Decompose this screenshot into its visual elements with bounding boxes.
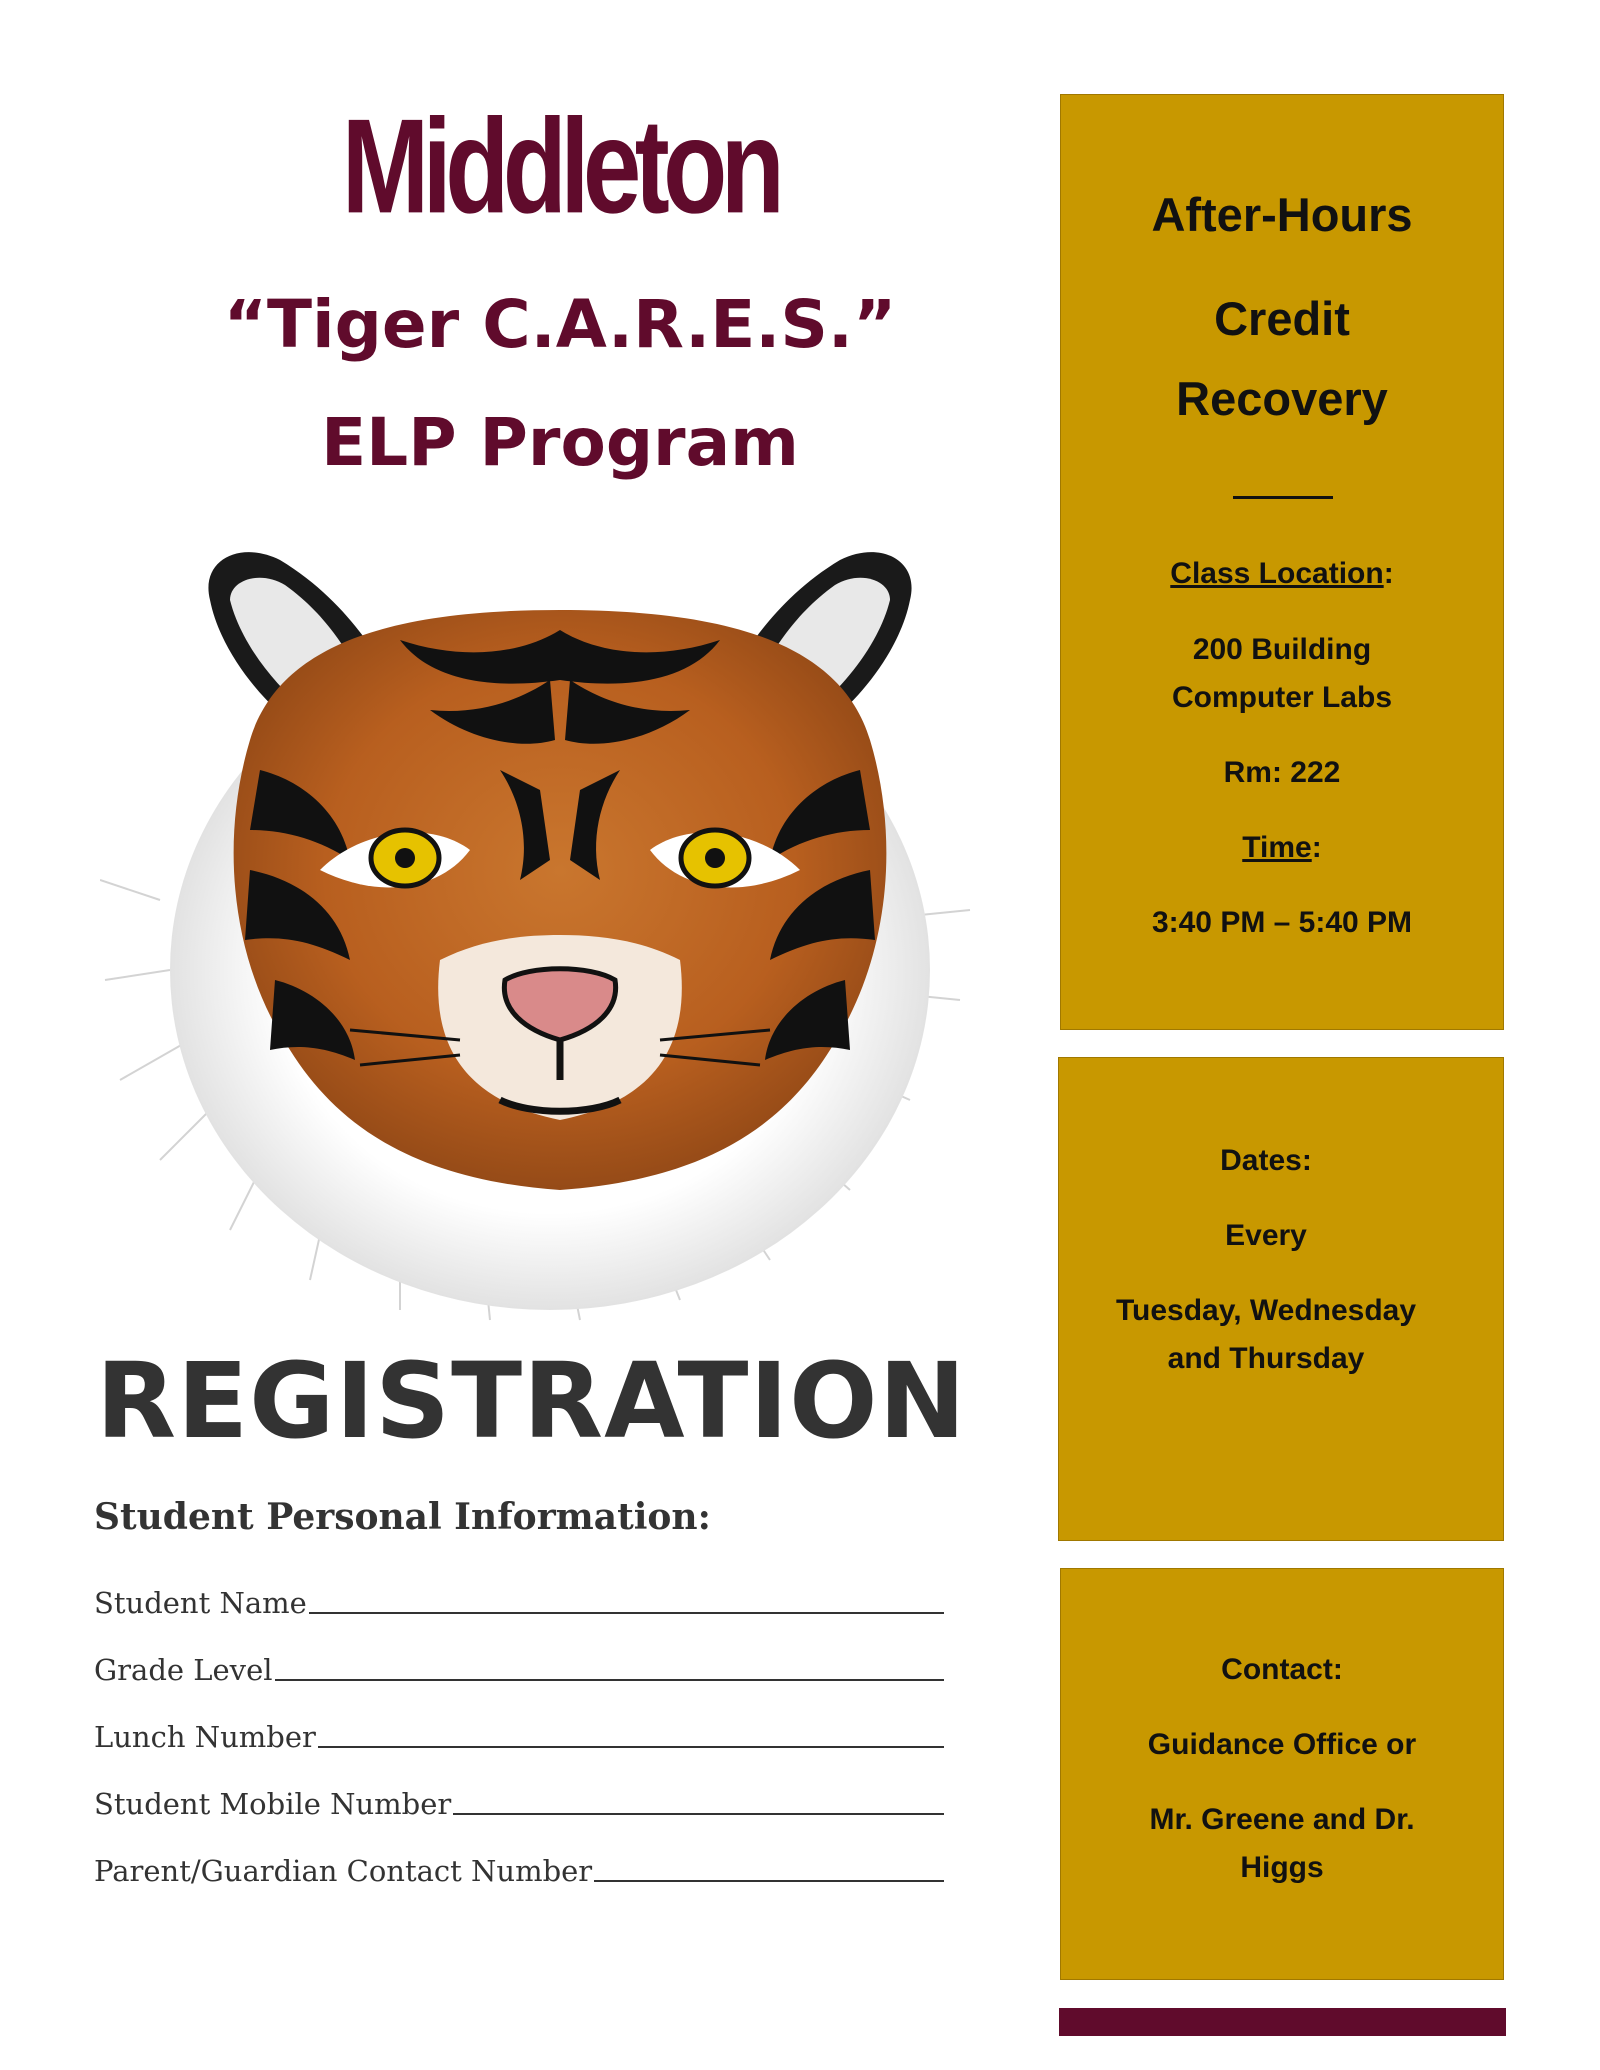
box-title-line-2: Credit: [1214, 292, 1350, 345]
dates-box: [1058, 1057, 1504, 1541]
parent-contact-field[interactable]: [94, 1842, 944, 1888]
box-title-line-1: After-Hours: [1151, 188, 1413, 241]
field-label: Lunch Number: [94, 1720, 316, 1754]
field-label: Grade Level: [94, 1653, 273, 1687]
time-label: Time: [1242, 831, 1312, 864]
field-label: Student Name: [94, 1586, 307, 1620]
contact-line-1: Guidance Office or: [1147, 1728, 1417, 1761]
registration-title: REGISTRATION: [96, 1340, 967, 1462]
fill-line[interactable]: [309, 1611, 944, 1614]
time-value: 3:40 PM – 5:40 PM: [1151, 906, 1413, 939]
school-name: Middleton: [341, 91, 779, 242]
location-label-line: [1061, 557, 1503, 591]
divider-rule: [1233, 496, 1333, 499]
location-colon: :: [1383, 557, 1394, 590]
box-title-line-3: Recovery: [1176, 372, 1388, 425]
student-name-field[interactable]: [94, 1574, 944, 1620]
tiger-head-illustration: [100, 540, 1030, 1330]
program-name: “Tiger C.A.R.E.S.”: [223, 286, 897, 363]
contact-label: Contact:: [1221, 1653, 1343, 1686]
fill-line[interactable]: [275, 1678, 944, 1681]
field-label: Student Mobile Number: [94, 1787, 452, 1821]
contact-line-3: Higgs: [1240, 1851, 1324, 1884]
field-label: Parent/Guardian Contact Number: [94, 1854, 593, 1888]
bottom-accent-bar: [1059, 2008, 1506, 2036]
time-label-line: [1061, 831, 1503, 865]
contact-box: [1060, 1568, 1504, 1980]
tiger-icon: [100, 540, 1030, 1330]
dates-days-line-1: Tuesday, Wednesday: [1115, 1294, 1417, 1327]
room-number: Rm: 222: [1223, 756, 1341, 789]
lunch-number-field[interactable]: [94, 1708, 944, 1754]
location-line-1: 200 Building: [1192, 633, 1372, 666]
location-line-2: Computer Labs: [1171, 681, 1393, 714]
time-colon: :: [1311, 831, 1322, 864]
student-mobile-field[interactable]: [94, 1775, 944, 1821]
fill-line[interactable]: [453, 1812, 944, 1815]
credit-recovery-box: [1060, 94, 1504, 1030]
dates-every: Every: [1225, 1219, 1307, 1252]
dates-days-line-2: and Thursday: [1167, 1342, 1365, 1375]
form-section-heading: Student Personal Information:: [94, 1496, 711, 1538]
grade-level-field[interactable]: [94, 1641, 944, 1687]
contact-line-2: Mr. Greene and Dr.: [1149, 1803, 1415, 1836]
location-label: Class Location: [1170, 557, 1384, 590]
fill-line[interactable]: [594, 1879, 944, 1882]
dates-label: Dates:: [1220, 1144, 1312, 1177]
fill-line[interactable]: [318, 1745, 944, 1748]
program-type: ELP Program: [321, 404, 799, 481]
